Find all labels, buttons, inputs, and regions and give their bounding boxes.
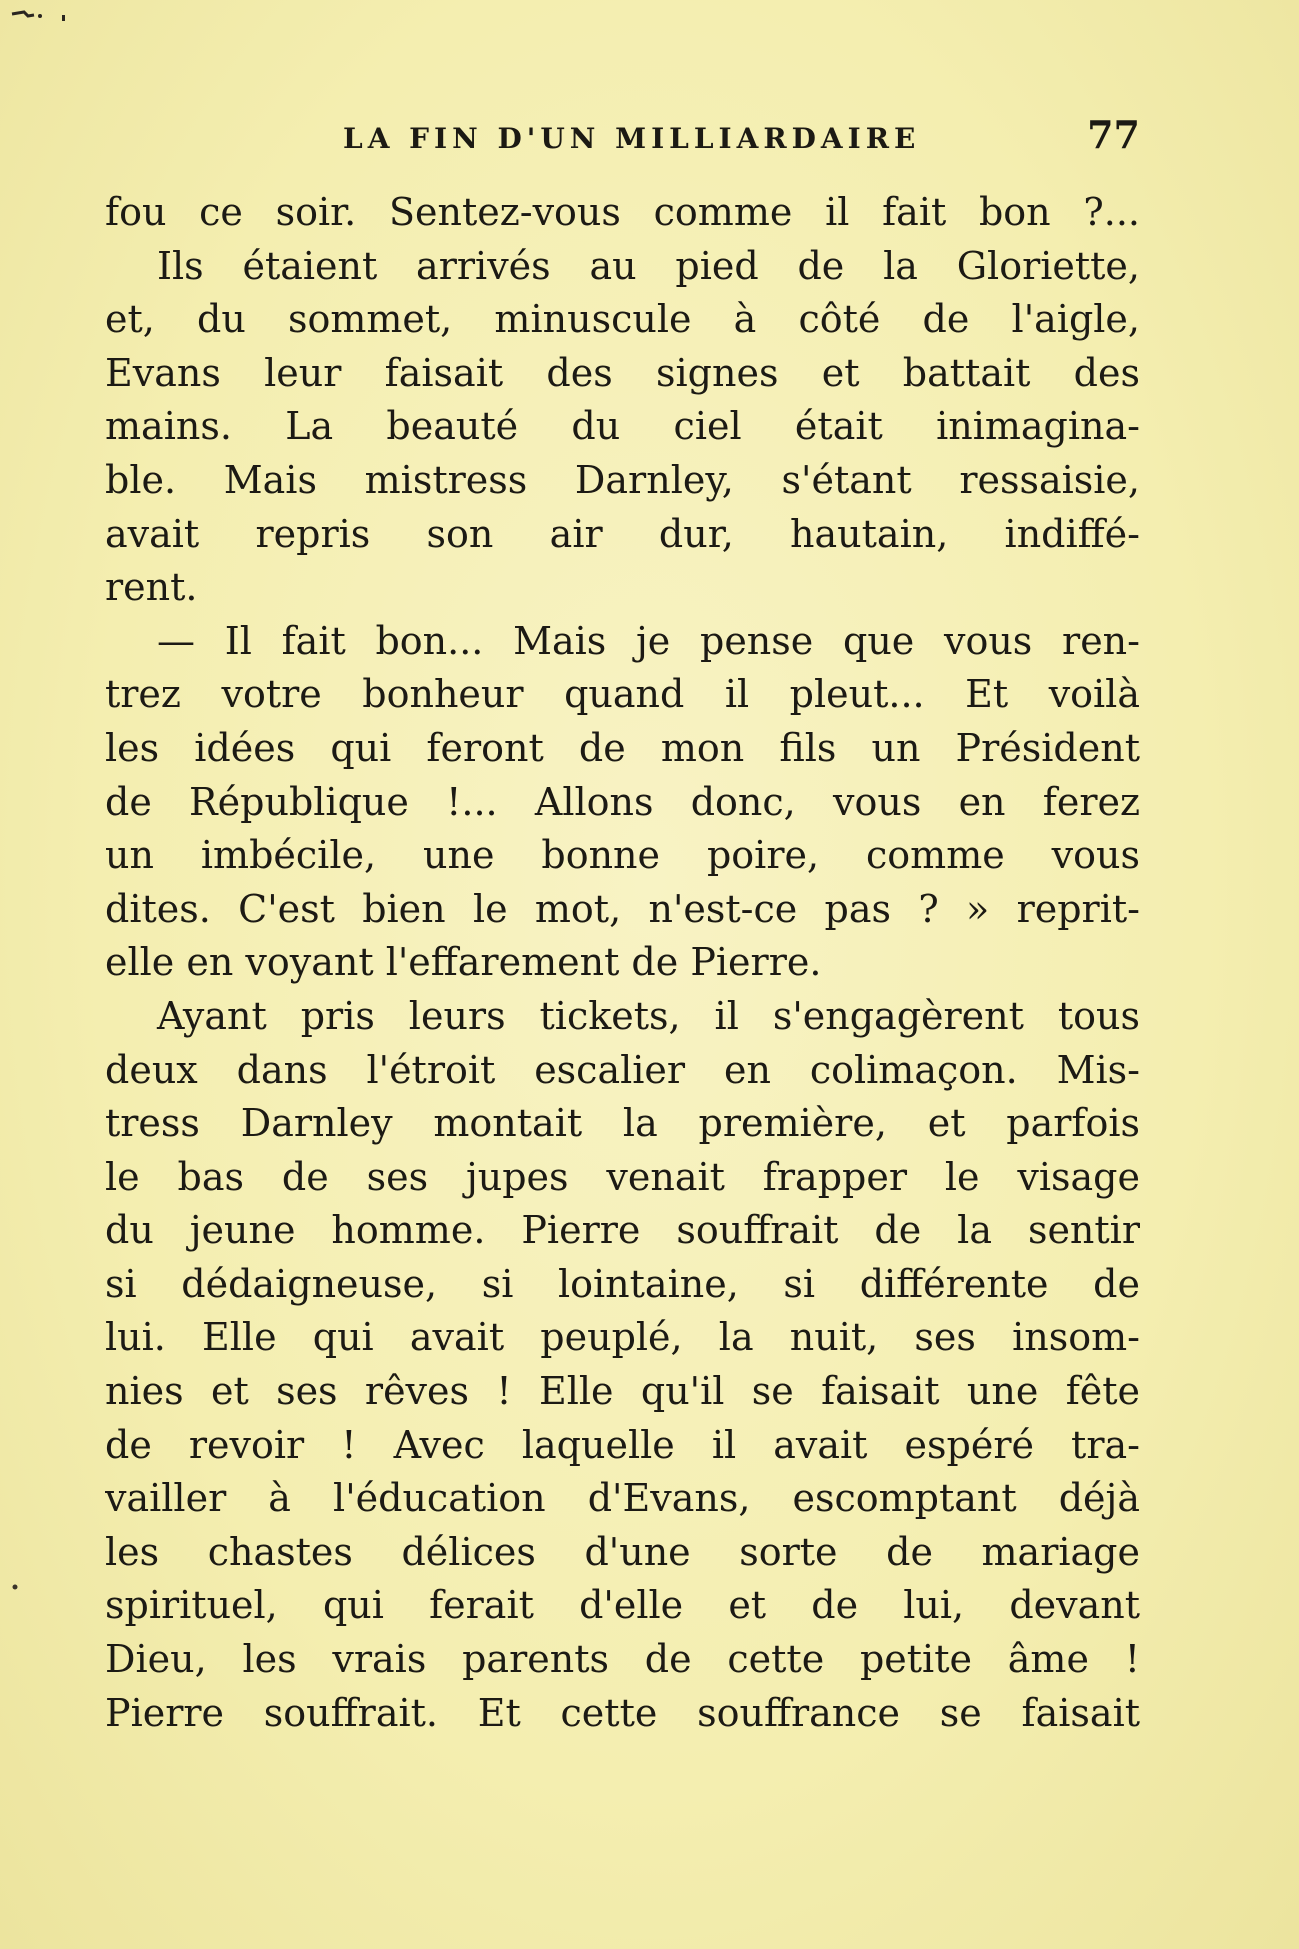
- text-line: tress Darnley montait la première, et parfois: [105, 1101, 1140, 1146]
- text-line: Ayant pris leurs tickets, il s'engagèrent tous: [157, 993, 1140, 1038]
- text-line: si dédaigneuse, si lointaine, si différente de: [105, 1261, 1140, 1306]
- text-line: lui. Elle qui avait peuplé, la nuit, ses insom-: [105, 1315, 1140, 1360]
- text-line: les idées qui feront de mon fils un Président: [105, 725, 1140, 770]
- text-line: dites. C'est bien le mot, n'est-ce pas ? » reprit-: [105, 886, 1140, 931]
- text-line: les chastes délices d'une sorte de mariage: [105, 1529, 1140, 1574]
- running-head: LA FIN D'UN MILLIARDAIRE: [343, 122, 921, 155]
- text-line: avait repris son air dur, hautain, indiffé-: [105, 511, 1140, 556]
- text-line: mains. La beauté du ciel était inimagina-: [105, 404, 1140, 449]
- text-line: rent.: [105, 565, 198, 610]
- page-number: 77: [1087, 112, 1140, 157]
- text-line: — Il fait bon... Mais je pense que vous ren-: [157, 618, 1140, 663]
- text-line: trez votre bonheur quand il pleut... Et voilà: [105, 672, 1140, 717]
- text-line: vailler à l'éducation d'Evans, escomptant déjà: [105, 1476, 1140, 1521]
- text-line: Pierre souffrait. Et cette souffrance se faisait: [105, 1690, 1140, 1735]
- text-line: le bas de ses jupes venait frapper le visage: [105, 1154, 1140, 1199]
- text-line: Dieu, les vrais parents de cette petite âme !: [105, 1637, 1140, 1682]
- text-line: spirituel, qui ferait d'elle et de lui, devant: [105, 1583, 1140, 1628]
- text-line: Ils étaient arrivés au pied de la Gloriette,: [157, 243, 1140, 288]
- text-line: de République !... Allons donc, vous en ferez: [105, 779, 1140, 824]
- ink-speck-mark: [10, 6, 70, 24]
- text-line: deux dans l'étroit escalier en colimaçon. Mis-: [105, 1047, 1140, 1092]
- text-line: de revoir ! Avec laquelle il avait espéré tra-: [105, 1422, 1140, 1467]
- body-text: [105, 186, 1140, 1740]
- text-line: et, du sommet, minuscule à côté de l'aigle,: [105, 297, 1140, 342]
- margin-dot-mark: [10, 1582, 20, 1592]
- page-header: [105, 112, 1140, 168]
- text-line: un imbécile, une bonne poire, comme vous: [105, 833, 1140, 878]
- text-line: ble. Mais mistress Darnley, s'étant ressaisie,: [105, 457, 1140, 502]
- text-line: Evans leur faisait des signes et battait des: [105, 350, 1140, 395]
- text-line: du jeune homme. Pierre souffrait de la sentir: [105, 1208, 1140, 1253]
- text-line: fou ce soir. Sentez-vous comme il fait bon ?...: [105, 190, 1140, 234]
- text-line: nies et ses rêves ! Elle qu'il se faisait une fête: [105, 1369, 1140, 1414]
- text-line: elle en voyant l'effarement de Pierre.: [105, 940, 822, 985]
